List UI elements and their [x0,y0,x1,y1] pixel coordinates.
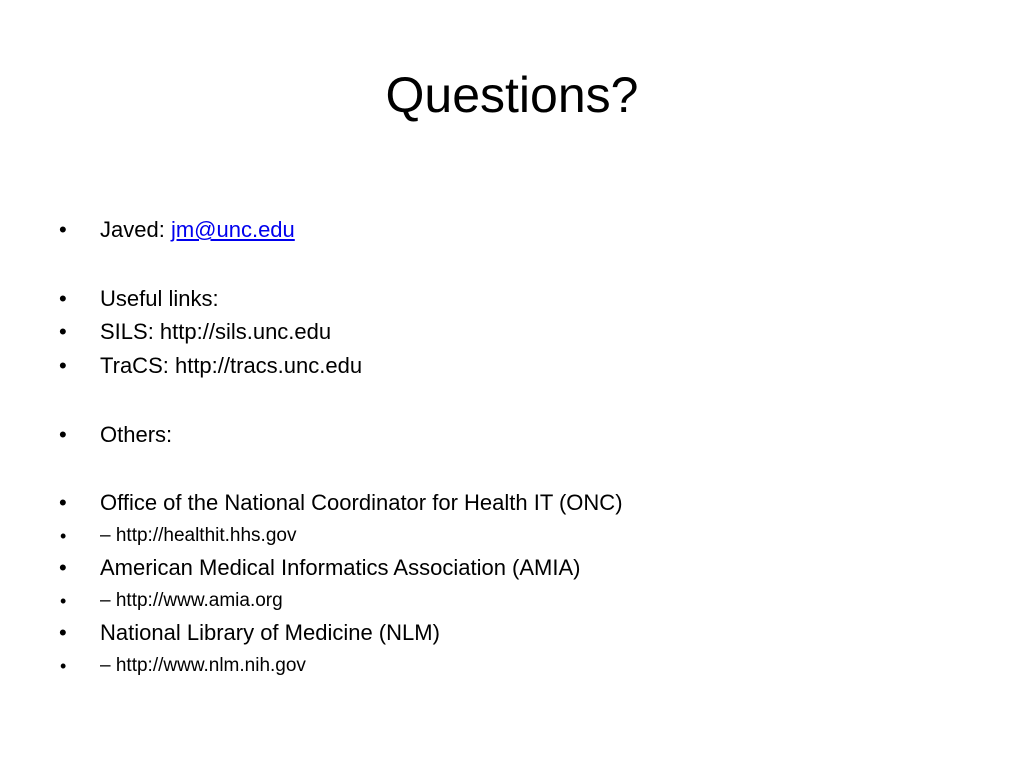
bullet-dot: • [60,656,67,676]
bullet-text: SILS: http://sils.unc.edu [100,319,332,344]
bullet-tracs [59,352,363,380]
bullet-contact [59,216,295,244]
bullet-text: American Medical Informatics Association (AMIA) [100,555,581,580]
bullet-nlm [59,619,440,647]
bullet-dot: • [59,217,67,242]
bullet-text: Useful links: [100,286,219,311]
bullet-others [59,421,173,449]
bullet-text: Others: [100,422,173,447]
bullet-dot: • [60,591,67,611]
bullet-onc [59,489,623,517]
bullet-nlm-url [60,654,306,678]
bullet-dot: • [59,353,67,378]
bullet-text: – http://www.nlm.nih.gov [100,655,306,676]
bullet-dot: • [59,286,67,311]
bullet-text: – http://www.amia.org [100,590,283,611]
bullet-dot: • [59,422,67,447]
email-link[interactable]: jm@unc.edu [170,217,295,242]
bullet-dot: • [59,319,67,344]
bullet-dot: • [60,526,67,546]
bullet-useful-links [59,285,219,313]
contact-label: Javed: [100,217,171,242]
bullet-text: – http://healthit.hhs.gov [100,525,297,546]
bullet-dot: • [59,620,67,645]
bullet-text: TraCS: http://tracs.unc.edu [100,353,363,378]
bullet-text: National Library of Medicine (NLM) [100,620,440,645]
bullet-sils [59,318,332,346]
bullet-dot: • [59,490,67,515]
bullet-dot: • [59,555,67,580]
bullet-onc-url [60,524,297,548]
bullet-amia-url [60,589,283,613]
slide-title: Questions? [385,67,639,123]
bullet-text: Office of the National Coordinator for Health IT (ONC) [100,490,623,515]
bullet-amia [59,554,581,582]
